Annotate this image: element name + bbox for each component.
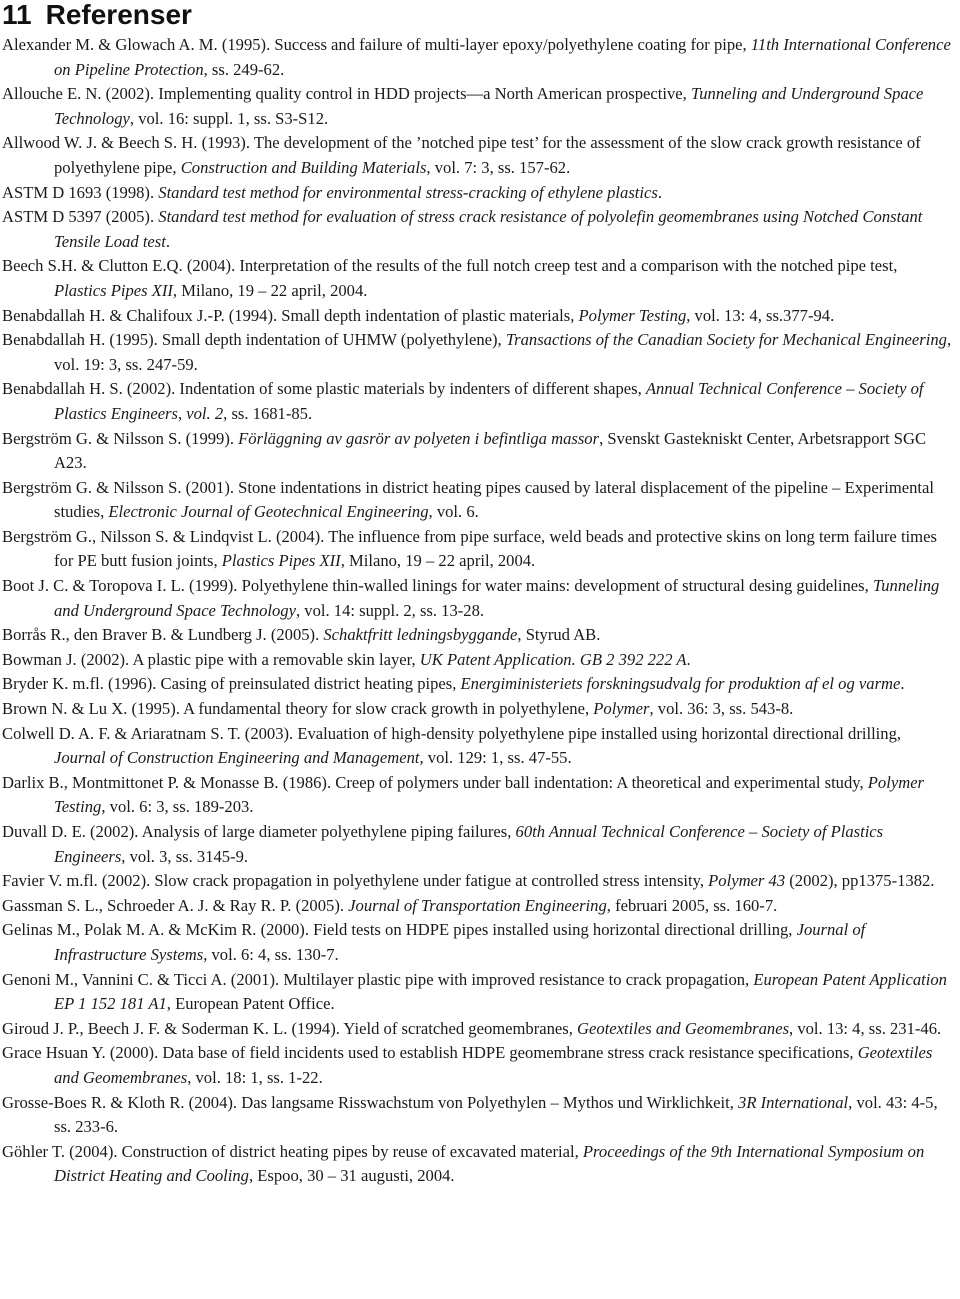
reference-source: Electronic Journal of Geotechnical Engineering [108,502,429,522]
reference-text: , vol. 16: suppl. 1, ss. S3-S12. [129,108,329,128]
reference-text: Benabdallah H. S. (2002). Indentation of some plastic materials by indenters of different shapes, [2,379,646,399]
reference-source: Geotextiles and Geomembranes [577,1018,790,1038]
reference-text: Colwell D. A. F. & Ariaratnam S. T. (2003). Evaluation of high-density polyethylene pipe installed using horizontal directional drilling, [2,723,902,743]
reference-source: Plastics Pipes XII [221,551,341,571]
reference-text: ASTM D 5397 (2005). [2,207,159,227]
reference-source: Schaktfritt ledningsbyggande [323,625,518,645]
reference-entry [2,33,952,82]
reference-text: , vol. 18: 1, ss. 1-22. [187,1067,323,1087]
reference-text: Duvall D. E. (2002). Analysis of large diameter polyethylene piping failures, [2,822,516,841]
reference-text: , vol. 3, ss. 3145-9. [121,846,249,866]
reference-source: Tunneling and Underground Space Technology [54,84,924,128]
reference-entry [2,672,952,697]
reference-entry [2,181,952,206]
reference-text: , februari 2005, ss. 160-7. [606,895,778,915]
reference-text: , vol. 13: 4, ss. 231-46. [789,1018,942,1038]
reference-source: Journal of Transportation Engineering [348,895,607,915]
reference-source: Journal of Infrastructure Systems [54,920,866,964]
reference-entry [2,771,952,820]
reference-source: 60th Annual Technical Conference – Society of Plastics Engineers [54,822,884,866]
reference-source: Proceedings of the 9th International Symposium on District Heating and Cooling [54,1141,925,1186]
reference-entry [2,697,952,722]
reference-text: Bergström G., Nilsson S. & Lindqvist L. (2004). The influence from pipe surface, weld beads and protective skins on long term failure times for PE butt fusion joints, [2,526,937,571]
reference-entry [2,648,952,673]
reference-entry [2,1091,952,1140]
reference-entry [2,525,952,574]
reference-entry [2,304,952,329]
reference-text: , vol. 14: suppl. 2, ss. 13-28. [295,600,485,620]
reference-text: , vol. 6: 4, ss. 130-7. [203,944,339,964]
reference-text: Alexander M. & Glowach A. M. (1995). Success and failure of multi-layer epoxy/polyethylene coating for pipe, [2,35,751,54]
reference-text: Gassman S. L., Schroeder A. J. & Ray R. P. (2005). [2,895,349,915]
reference-entry [2,722,952,771]
reference-source: Polymer 43 [708,871,786,891]
reference-text: , vol. 13: 4, ss.377-94. [686,305,835,325]
reference-entry [2,328,952,377]
reference-entry [2,131,952,180]
reference-text: ASTM D 1693 (1998). [2,182,159,202]
section-title: Referenser [45,0,192,30]
reference-entry [2,377,952,426]
reference-source: Energiministeriets forskningsudvalg for produktion af el og varme [460,674,901,694]
reference-text: . [686,649,691,669]
reference-text: , Styrud AB. [517,625,601,645]
reference-text: , Milano, 19 – 22 april, 2004. [340,551,536,571]
reference-source: Construction and Building Materials [180,157,427,177]
reference-text: Genoni M., Vannini C. & Ticci A. (2001). Multilayer plastic pipe with improved resistance to crack propagation, [2,969,754,989]
reference-entry [2,427,952,476]
reference-entry [2,574,952,623]
section-number: 11 [2,0,32,30]
reference-text: Borrås R., den Braver B. & Lundberg J. (2005). [2,625,324,645]
reference-text: , vol. 43: 4-5, ss. 233-6. [54,1092,938,1137]
reference-text: Brown N. & Lu X. (1995). A fundamental theory for slow crack growth in polyethylene, [2,699,594,719]
reference-text: (2002), pp1375-1382. [785,871,935,891]
reference-entry [2,918,952,967]
reference-text: , vol. 6. [428,502,479,522]
reference-entry [2,82,952,131]
reference-source: 3R International [738,1092,849,1112]
reference-source: Standard test method for environmental stress-cracking of ethylene plastics [158,182,658,202]
reference-text: Darlix B., Montmittonet P. & Monasse B. (1986). Creep of polymers under ball indentation: A theoretical and experimental study, [2,772,868,792]
reference-text: , ss. 249-62. [203,59,285,79]
reference-entry [2,894,952,919]
reference-source: Polymer Testing [54,772,925,817]
reference-source: Polymer Testing [578,305,687,325]
reference-source: Plastics Pipes XII [54,280,173,300]
reference-text: , vol. 19: 3, ss. 247-59. [54,330,952,374]
reference-entry [2,968,952,1017]
reference-source: European Patent Application EP 1 152 181 A1 [54,969,947,1014]
reference-entry [2,1140,952,1189]
reference-text: Grosse-Boes R. & Kloth R. (2004). Das langsame Risswachstum von Polyethylen – Mythos und Wirklichkeit, [2,1092,739,1112]
reference-text: , Milano, 19 – 22 april, 2004. [172,280,368,300]
reference-text: , ss. 1681-85. [223,403,313,423]
reference-text: Benabdallah H. & Chalifoux J.-P. (1994). Small depth indentation of plastic materials, [2,305,579,325]
reference-source: Transactions of the Canadian Society for Mechanical Engineering [505,330,947,350]
reference-entry [2,623,952,648]
reference-source: Standard test method for evaluation of stress crack resistance of polyolefin geomembranes using Notched Constant Tensile Load test [54,207,923,251]
reference-entry [2,476,952,525]
reference-text: Boot J. C. & Toropova I. L. (1999). Polyethylene thin-walled linings for water mains: development of structural desing guidelines, [2,576,873,596]
reference-entry [2,254,952,303]
reference-text: Benabdallah H. (1995). Small depth indentation of UHMW (polyethylene), [2,330,506,350]
reference-source: 11th International Conference on Pipeline Protection [54,35,951,79]
reference-text: Giroud J. P., Beech J. F. & Soderman K. L. (1994). Yield of scratched geomembranes, [2,1018,578,1038]
reference-source: Journal of Construction Engineering and Management [54,748,420,768]
reference-source: Geotextiles and Geomembranes [54,1043,933,1087]
reference-text: , vol. 129: 1, ss. 47-55. [419,748,572,768]
reference-text: Allouche E. N. (2002). Implementing quality control in HDD projects—a North American prospective, [2,84,691,104]
reference-text: Bergström G. & Nilsson S. (2001). Stone indentations in district heating pipes caused by lateral displacement of the pipeline – Experimental studies, [2,477,934,522]
reference-entry [2,1041,952,1090]
reference-source: Annual Technical Conference – Society of Plastics Engineers, vol. 2 [54,379,924,423]
reference-text: , vol. 36: 3, ss. 543-8. [649,699,794,719]
reference-text: , European Patent Office. [166,994,335,1014]
reference-text: , Espoo, 30 – 31 augusti, 2004. [248,1166,455,1186]
reference-text: . [900,674,905,694]
reference-text: Gelinas M., Polak M. A. & McKim R. (2000). Field tests on HDPE pipes installed using horizontal directional drilling, [2,920,797,940]
reference-text: Beech S.H. & Clutton E.Q. (2004). Interpretation of the results of the full notch creep test and a comparison with the notched pipe test, [2,256,898,276]
reference-entry [2,820,952,869]
reference-source: UK Patent Application. GB 2 392 222 A [419,649,687,669]
reference-text: , vol. 7: 3, ss. 157-62. [426,157,571,177]
reference-text: Allwood W. J. & Beech S. H. (1993). The development of the ’notched pipe test’ for the assessment of the slow crack growth resistance of polyethylene pipe, [2,133,921,177]
reference-text: , vol. 6: 3, ss. 189-203. [101,797,254,817]
reference-source: Förläggning av gasrör av polyeten i befintliga massor [238,428,600,448]
reference-text: Bergström G. & Nilsson S. (1999). [2,428,239,448]
reference-entry [2,1017,952,1042]
reference-text: Bowman J. (2002). A plastic pipe with a removable skin layer, [2,649,420,669]
reference-text: Bryder K. m.fl. (1996). Casing of preinsulated district heating pipes, [2,674,461,694]
section-heading [2,0,952,33]
reference-text: Grace Hsuan Y. (2000). Data base of field incidents used to establish HDPE geomembrane stress crack resistance specifications, [2,1043,858,1063]
reference-text: . [657,182,662,202]
reference-text: Favier V. m.fl. (2002). Slow crack propagation in polyethylene under fatigue at controlled stress intensity, [2,871,709,891]
reference-entry [2,205,952,254]
reference-entry [2,869,952,894]
reference-text: , Svenskt Gastekniskt Center, Arbetsrapport SGC A23. [54,428,927,473]
reference-text: . [165,231,171,251]
reference-text: Göhler T. (2004). Construction of district heating pipes by reuse of excavated material, [2,1141,583,1161]
reference-list [2,33,952,1189]
reference-source: Polymer [593,699,650,719]
reference-source: Tunneling and Underground Space Technology [54,576,940,620]
